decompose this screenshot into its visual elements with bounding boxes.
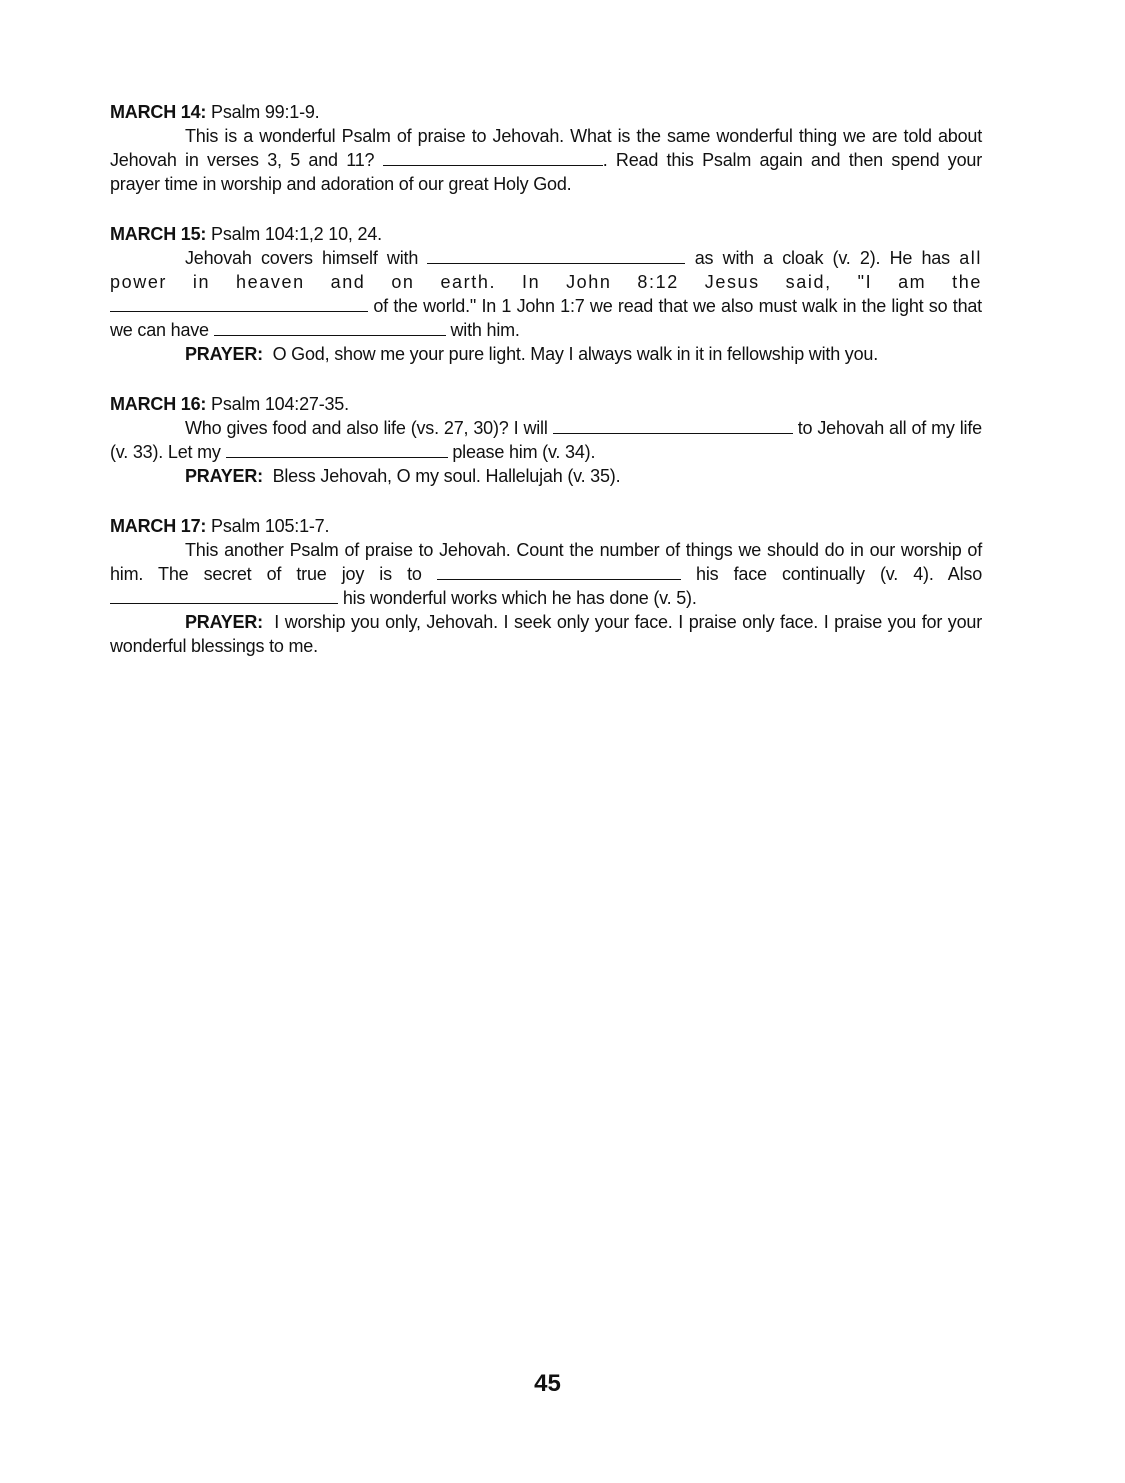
prayer-text: O God, show me your pure light. May I always walk in it in fellowship with you. [272,344,879,364]
body-text: as with a cloak (v. 2). He has [694,248,950,268]
body-text: with him. [450,320,520,340]
fill-in-blank[interactable] [110,294,368,312]
entry-march-14 [110,100,982,196]
entry-heading [110,514,982,538]
fill-in-blank[interactable] [383,148,603,166]
entry-reading: Psalm 104:1,2 10, 24. [211,224,382,244]
body-text: . Read this Psalm again and then spend your prayer time in worship and adoration of our great Holy God. [110,150,982,194]
entry-reading: Psalm 105:1-7. [211,516,330,536]
prayer [110,610,982,658]
prayer [110,342,982,366]
body-text: his face continually (v. 4). Also [696,564,982,584]
entry-heading [110,392,982,416]
fill-in-blank[interactable] [437,562,681,580]
entry-march-16 [110,392,982,488]
page-number: 45 [534,1370,561,1397]
body-text: This another Psalm of praise to Jehovah. Count the number of things we should do in our worship of him. The secret of true joy is to [110,540,982,584]
devotional-page [110,100,982,684]
entry-date: MARCH 14: [110,102,207,122]
fill-in-blank[interactable] [427,246,685,264]
prayer-label: PRAYER: [185,344,263,364]
entry-body [110,416,982,464]
entry-date: MARCH 15: [110,224,207,244]
prayer [110,464,982,488]
entry-march-15 [110,222,982,366]
body-text: please him (v. 34). [452,442,596,462]
fill-in-blank[interactable] [214,318,446,336]
body-text: to Jehovah all of my life (v. 33). Let my [110,418,982,462]
entry-body [110,124,982,196]
body-text: Jehovah covers himself with [185,248,419,268]
body-text: of the world." In 1 John 1:7 we read that we also must walk in the light so that we can have [110,296,982,340]
entry-body [110,246,982,342]
prayer-label: PRAYER: [185,466,263,486]
entry-heading [110,222,982,246]
body-text: all power in heaven and on earth. In John 8:12 Jesus said, "I am the [110,248,982,292]
fill-in-blank[interactable] [553,416,793,434]
prayer-text: I worship you only, Jehovah. I seek only your face. I praise only face. I praise you for your wonderful blessings to me. [110,612,982,656]
body-text: Who gives food and also life (vs. 27, 30)? I will [185,418,548,438]
entry-reading: Psalm 99:1-9. [211,102,320,122]
entry-body [110,538,982,610]
entry-heading [110,100,982,124]
body-text: This is a wonderful Psalm of praise to Jehovah. What is the same wonderful thing we are told about Jehovah in verses 3, 5 and 11? [110,126,982,170]
prayer-text: Bless Jehovah, O my soul. Hallelujah (v. 35). [272,466,621,486]
entry-reading: Psalm 104:27-35. [211,394,349,414]
fill-in-blank[interactable] [226,440,448,458]
entry-march-17 [110,514,982,658]
entry-date: MARCH 17: [110,516,207,536]
prayer-label: PRAYER: [185,612,263,632]
body-text: his wonderful works which he has done (v. 5). [342,588,697,608]
entry-date: MARCH 16: [110,394,207,414]
fill-in-blank[interactable] [110,586,338,604]
